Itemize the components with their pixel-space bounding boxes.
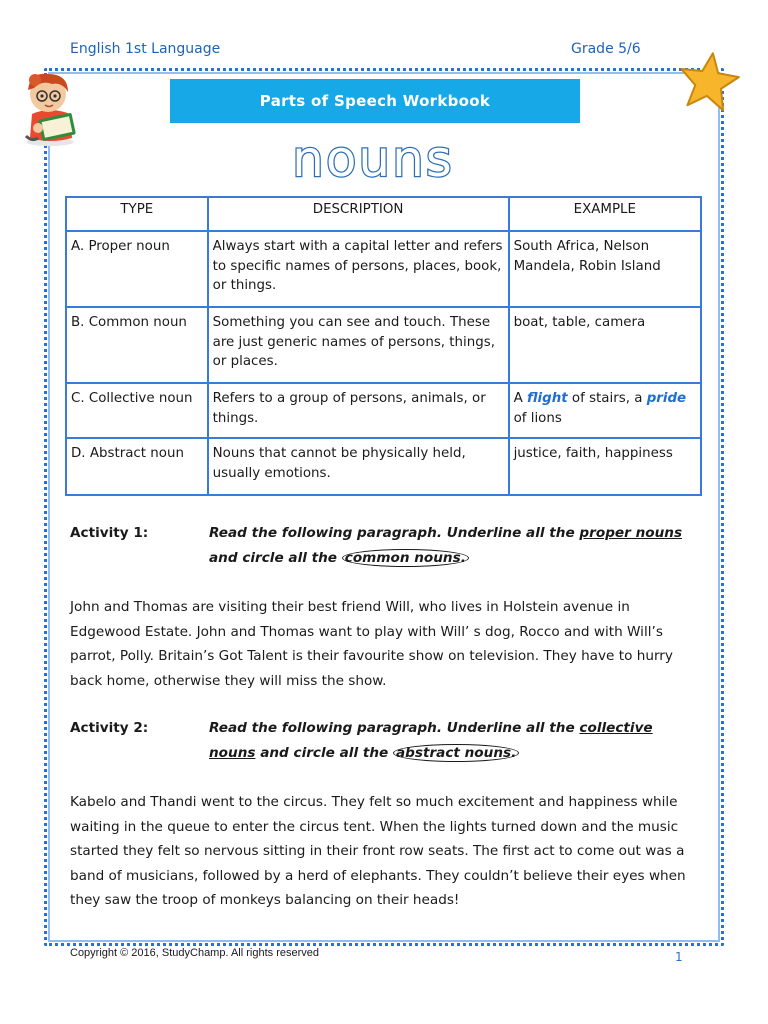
- reading-kid-icon: [12, 66, 90, 148]
- noun-description-cell: Something you can see and touch. These are just generic names of persons, things, or places.: [208, 307, 509, 383]
- noun-description-cell: Refers to a group of persons, animals, or things.: [208, 383, 509, 438]
- noun-type-cell: C. Collective noun: [66, 383, 208, 438]
- topic-word-title: [268, 132, 478, 192]
- activity-1-instruction: [70, 521, 702, 571]
- copyright-notice: Copyright © 2016, StudyChamp. All rights reserved: [70, 947, 320, 959]
- table-header-row: [66, 197, 701, 231]
- noun-example-cell: South Africa, Nelson Mandela, Robin Island: [509, 231, 701, 307]
- instruction-text: and circle all the: [255, 745, 393, 761]
- highlighted-example-word: flight: [527, 391, 568, 406]
- example-text: A: [513, 391, 527, 406]
- table-row: [66, 307, 701, 383]
- noun-description-cell: Always start with a capital letter and refers to specific names of persons, places, book, or things.: [208, 231, 509, 307]
- grade-label: Grade 5/6: [571, 41, 641, 57]
- star-icon: [676, 50, 742, 112]
- page-number: 1: [675, 950, 683, 964]
- topic-word-text: nouns: [292, 132, 454, 188]
- noun-example-cell: justice, faith, happiness: [509, 438, 701, 495]
- noun-type-cell: B. Common noun: [66, 307, 208, 383]
- activity-1-label: Activity 1:: [70, 525, 149, 541]
- noun-type-cell: A. Proper noun: [66, 231, 208, 307]
- activity-2-paragraph: Kabelo and Thandi went to the circus. They felt so much excitement and happiness while waiting in the queue to enter the circus tent. When the lights turned down and the music started they felt so nervous sitting in their front row seats. The first act to come out was a band of musicians, followed by a herd of elephants. They couldn’t believe their eyes when they saw the troop of monkeys balancing on their heads!: [70, 794, 686, 908]
- example-text: of lions: [513, 410, 562, 426]
- table-row: [66, 231, 701, 307]
- circled-term: abstract nouns.: [393, 744, 519, 762]
- instruction-text: and circle all the: [209, 550, 342, 566]
- noun-description-cell: Nouns that cannot be physically held, usually emotions.: [208, 438, 509, 495]
- activity-2-instruction: [70, 716, 702, 766]
- instruction-text: Read the following paragraph. Underline all the: [209, 720, 580, 736]
- column-header-description: DESCRIPTION: [208, 197, 509, 231]
- noun-type-cell: D. Abstract noun: [66, 438, 208, 495]
- activity-2-label: Activity 2:: [70, 720, 149, 736]
- noun-example-cell: [509, 383, 701, 438]
- workbook-title-banner: Parts of Speech Workbook: [170, 79, 580, 123]
- underlined-term: proper nouns: [579, 525, 683, 541]
- example-text: of stairs, a: [567, 391, 647, 406]
- highlighted-example-word: pride: [646, 391, 687, 406]
- activity-1-paragraph: John and Thomas are visiting their best friend Will, who lives in Holstein avenue in Edgewood Estate. John and Thomas want to play with Will’ s dog, Rocco and with Will’s parrot, Polly. Britain’s Got Talent is their favourite show on television. They have to hurry back home, otherwise they will miss the show.: [70, 599, 673, 689]
- table-row: [66, 383, 701, 438]
- noun-types-table: [65, 196, 702, 496]
- activity-2-text: [209, 716, 689, 766]
- circled-term: common nouns.: [342, 549, 469, 567]
- underlined-term: collective nouns: [209, 720, 653, 761]
- activity-1-text: [209, 521, 689, 571]
- subject-label: English 1st Language: [70, 41, 221, 57]
- column-header-example: EXAMPLE: [509, 197, 701, 231]
- column-header-type: TYPE: [66, 197, 208, 231]
- instruction-text: Read the following paragraph. Underline all the: [209, 525, 580, 541]
- noun-example-cell: boat, table, camera: [509, 307, 701, 383]
- table-row: [66, 438, 701, 495]
